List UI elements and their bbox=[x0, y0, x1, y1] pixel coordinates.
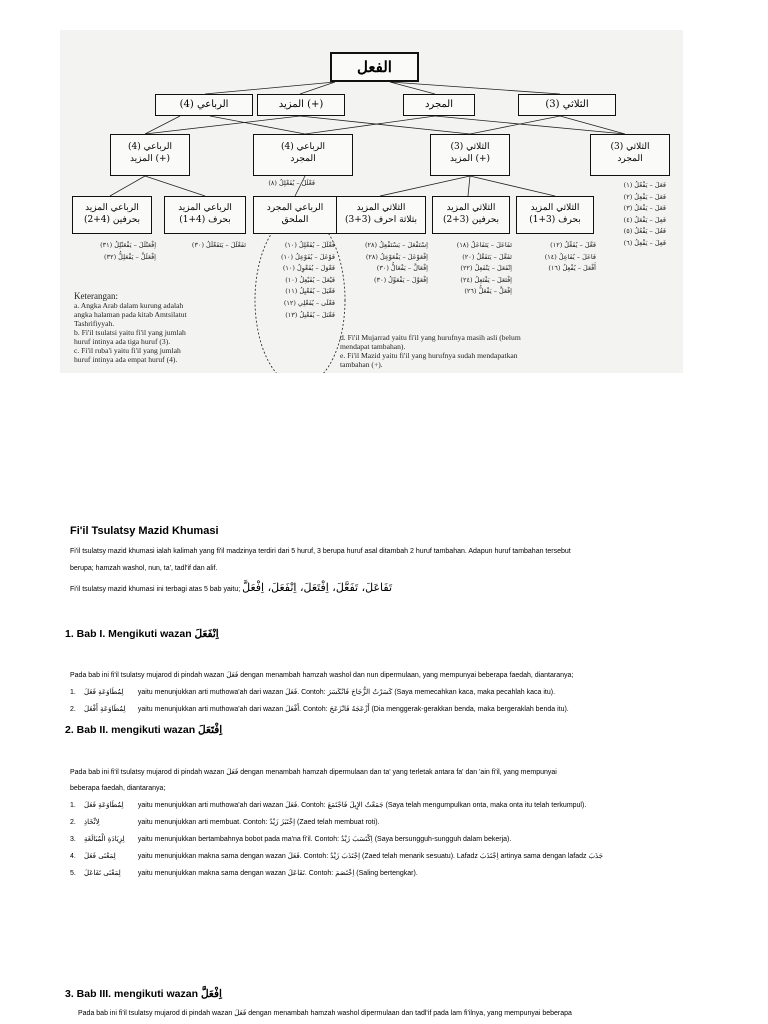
intro-text: Fi'il tsulatsy mazid khumasi ini terbagi atas 5 bab yaitu; bbox=[70, 586, 241, 593]
item-contoh: . Contoh: bbox=[299, 853, 329, 860]
level3-label-top: الثلاثي المزيد bbox=[446, 203, 496, 213]
level3-box-4-2 bbox=[72, 196, 152, 234]
bab1-desc-b: dengan menambah hamzah washol dan nun dipermulaan, yang mempunyai beberapa faedah, diantaranya; bbox=[240, 672, 574, 679]
item-example: كَسَرْتُ الزُّجَاجَ فَانْكَسَرَ bbox=[327, 688, 393, 696]
level3-box-4-1 bbox=[164, 196, 246, 234]
item-faedah: لِمُطَاوَعَةِ فَعَلَ bbox=[83, 688, 124, 696]
bab2-item bbox=[70, 817, 379, 828]
level3-box-3-3 bbox=[336, 196, 426, 234]
item-translation: (Saya bersungguh-sungguh dalam bekerja). bbox=[374, 836, 512, 843]
item-contoh: . Contoh: bbox=[297, 802, 326, 809]
bab3-wazan: اِفْعَلَّ bbox=[200, 988, 222, 1000]
level3-box-mulhaq bbox=[253, 196, 337, 234]
bab1-item bbox=[70, 704, 569, 715]
bab1-desc bbox=[70, 670, 573, 681]
item-text: yaitu menunjukkan arti membuat. Contoh: bbox=[137, 819, 268, 826]
level1-label: الرباعي (4) bbox=[179, 99, 229, 110]
level1-label: المجرد bbox=[424, 99, 454, 110]
item-contoh: . Contoh: bbox=[297, 689, 326, 696]
note-line: Keterangan: bbox=[74, 291, 118, 301]
item-faedah: لِاتِّخَاذِ bbox=[83, 818, 100, 826]
intro-line-1: Fi'il tsulatsy mazid khumasi ialah kalimah yang fi'il madzinya terdiri dari 5 huruf, 3 berupa huruf asal ditambah 2 huruf tambahan. Adapun huruf tambahan tersebut bbox=[70, 548, 571, 555]
item-text: yaitu menunjukkan makna sama dengan wazan bbox=[137, 870, 286, 877]
bab2-item bbox=[70, 868, 418, 879]
level3-label-top: الرباعي المجرد bbox=[266, 203, 324, 213]
level3-label-bottom: بحرف (3+1) bbox=[529, 215, 581, 225]
level1-box-mazid bbox=[257, 94, 345, 116]
item-example: أَزْعَجَهُ فَانْزَعَجَ bbox=[329, 705, 370, 713]
root-label: الفعل bbox=[357, 58, 392, 76]
item-number: 2. bbox=[70, 706, 76, 713]
bab2-heading bbox=[65, 724, 222, 736]
bab1-heading bbox=[65, 628, 219, 640]
level3-box-3-2 bbox=[432, 196, 510, 234]
level2-label-bottom: المزيد (+) bbox=[129, 154, 171, 164]
item-wazan: فَعَلَ bbox=[287, 852, 300, 860]
ruba-mujarrad-wazan: فَعْلَلَ – يُفَعْلِلُ (٨) bbox=[268, 179, 315, 187]
level2-label-top: الرباعي (4) bbox=[128, 142, 172, 152]
level3-label-top: الرباعي المزيد bbox=[178, 203, 232, 213]
item-number: 1. bbox=[70, 802, 76, 809]
note-line: b. Fi'il tsulatsi yaitu fi'il yang jumlah bbox=[74, 328, 186, 337]
level3-box-3-1 bbox=[516, 196, 594, 234]
note-line: d. Fi'il Mujarrad yaitu fi'il yang hurufnya masih asli (belum bbox=[340, 333, 521, 342]
level3-label-top: الرباعي المزيد bbox=[85, 203, 139, 213]
note-line: e. Fi'il Mazid yaitu fi'il yang hurufnya sudah mendapatkan bbox=[340, 351, 518, 360]
level3-label-top: الثلاثي المزيد bbox=[356, 203, 406, 213]
bab1-desc-a: Pada bab ini fi'il tsulatsy mujarod di pindah wazan bbox=[70, 672, 225, 679]
level2-label-bottom: المجرد bbox=[617, 154, 643, 164]
level3-label-bottom: الملحق bbox=[281, 215, 309, 225]
item-translation: (Saya memecahkan kaca, maka pecahlah kaca itu). bbox=[394, 689, 556, 696]
item-number: 5. bbox=[70, 870, 76, 877]
bab2-item bbox=[70, 834, 511, 845]
notes-right bbox=[340, 333, 521, 369]
bab2-item bbox=[70, 800, 586, 811]
bab2-desc-b: dengan menambah hamzah dipermulaan dan ta' yang terletak antara fa' dan 'ain fi'il, yang mempunyai bbox=[240, 769, 557, 776]
intro-line-2: berupa; hamzah washol, nun, ta', tadl'if dan alif. bbox=[70, 565, 218, 572]
level2-box-tsulatsi-mazid bbox=[430, 134, 510, 176]
bab2-title: 2. Bab II. mengikuti wazan bbox=[65, 724, 196, 736]
level2-box-tsulatsi-mujarrad bbox=[590, 134, 670, 176]
bab2-wazan: اِفْتَعَلَ bbox=[198, 724, 223, 736]
item-text: yaitu menunjukkan makna sama dengan wazan bbox=[137, 853, 286, 860]
level2-label-top: الثلاثي (3) bbox=[610, 142, 650, 152]
bab2-desc-wazan: فَعَلَ bbox=[226, 768, 239, 776]
note-line: huruf intinya ada tiga huruf (3). bbox=[74, 337, 171, 346]
bab2-desc-cont: beberapa faedah, diantaranya; bbox=[70, 785, 166, 792]
item-translation: (Saya telah mengumpulkan onta, maka onta itu telah terkumpul). bbox=[385, 802, 587, 809]
level2-label-bottom: المجرد bbox=[290, 154, 316, 164]
item-faedah: لِزِيَادَةِ الْمُبَالَغَةِ bbox=[83, 835, 125, 843]
level2-label-top: الثلاثي (3) bbox=[450, 142, 490, 152]
item-contoh: . Contoh: bbox=[304, 870, 334, 877]
note-line: huruf intinya ada empat huruf (4). bbox=[74, 355, 178, 364]
level3-label-bottom: بحرف (4+1) bbox=[179, 215, 231, 225]
wazan-list-3-2: تَفَاعَلَ – يَتَفَاعَلُ (١٨) تَفَعَّلَ – يَتَفَعَّلُ (٢٠) اِنْفَعَلَ – يَنْفَعِلُ (٢٢) اِفْتَعَلَ – يَفْتَعِلُ (٢٤) اِفْعَلَّ – يَفْعَلُّ (٢٦) bbox=[456, 241, 512, 296]
note-line: mendapat tambahan). bbox=[340, 342, 406, 351]
item-example: اِخْتَصَمَ bbox=[335, 869, 355, 877]
wazan-list-3-mujarrad: فَعَلَ – يَفْعُلُ (١) فَعَلَ – يَفْعِلُ (٢) فَعَلَ – يَفْعَلُ (٣) فَعِلَ – يَفْعَلُ (٤) فَعُلَ – يَفْعُلُ (٥) فَعِلَ – يَفْعِلُ (٦) bbox=[623, 181, 666, 247]
item-wazan: تَفَاعَلَ bbox=[287, 869, 305, 877]
level2-box-ruba-mujarrad bbox=[253, 134, 353, 176]
item-example: اِكْتَسَبَ زَيْدٌ bbox=[341, 835, 373, 843]
item-wazan: فَعَلَ bbox=[285, 801, 298, 809]
bab1-title: 1. Bab I. Mengikuti wazan bbox=[65, 628, 192, 640]
item-number: 1. bbox=[70, 689, 76, 696]
wazan-list-mulhaq: فَعْلَلَ – يُفَعْلِلُ (١٠) فَوْعَلَ – يُفَوْعِلُ (١٠) فَعْوَلَ – يُفَعْوِلُ (١٠) فَيْعَلَ – يُفَيْعِلُ (١٠) فَعْيَلَ – يُفَعْيِلُ (١١) فَعْلَى – يُفَعْلِي (١٢) فَعْنَلَ – يُفَعْنِلُ (١٣) bbox=[280, 241, 335, 319]
bab1-wazan: اِنْفَعَلَ bbox=[194, 628, 219, 640]
bab3-desc-b: dengan menambah hamzah washol dipermulaan dan tadl'if pada lam fi'ilnya, yang mempunyai beberapa bbox=[248, 1010, 572, 1017]
bab3-title: 3. Bab III. mengikuti wazan bbox=[65, 988, 199, 1000]
item-faedah: لِمَعْنَى تَفَاعَلَ bbox=[83, 869, 121, 877]
level1-label: الثلاثي (3) bbox=[545, 99, 589, 110]
level3-label-bottom: بحرفين (3+2) bbox=[442, 215, 500, 225]
item-example: جَمَعْتُ الإِبِلَ فَاجْتَمَعَ bbox=[327, 801, 384, 809]
bab3-heading bbox=[65, 988, 222, 1000]
wazan-list-3-1: فَعَّلَ – يُفَعِّلُ (١٢) فَاعَلَ – يُفَاعِلُ (١٤) أَفْعَلَ – يُفْعِلُ (١٦) bbox=[544, 241, 596, 273]
wazan-list-4-1: تَفَعْلَلَ – يَتَفَعْلَلُ (٣٠) bbox=[191, 241, 246, 249]
item-translation: (Saling bertengkar). bbox=[356, 870, 418, 877]
item-translation: (Dia menggerak-gerakkan benda, maka bergeraklah benda itu). bbox=[371, 706, 569, 713]
level1-box-mujarrad bbox=[403, 94, 475, 116]
item-faedah: لِمُطَاوَعَةِ فَعَلَ bbox=[83, 801, 124, 809]
level2-label-top: الرباعي (4) bbox=[281, 142, 325, 152]
item-number: 4. bbox=[70, 853, 76, 860]
item-translation: (Zaed telah membuat roti). bbox=[296, 819, 380, 826]
bab3-desc bbox=[78, 1008, 572, 1019]
root-box bbox=[330, 52, 419, 82]
bab3-desc-wazan: فَعَلَ bbox=[234, 1009, 247, 1017]
bab3-desc-a: Pada bab ini fi'il tsulatsy mujarod di pindah wazan bbox=[78, 1010, 233, 1017]
note-line: tambahan (+). bbox=[340, 360, 383, 369]
item-faedah: لِمُطَاوَعَةِ أَفْعَلَ bbox=[83, 705, 126, 713]
bab1-item bbox=[70, 687, 555, 698]
item-example: اِخْتَبَزَ زَيْدٌ bbox=[269, 818, 296, 826]
note-line: Tashrifiyyah. bbox=[74, 319, 115, 328]
level1-box-tsulatsi bbox=[518, 94, 616, 116]
item-text: yaitu menunjukkan arti muthowa'ah dari wazan bbox=[137, 706, 284, 713]
wazan-list-3-3: اِسْتَفْعَلَ – يَسْتَفْعِلُ (٢٨) اِفْعَوْعَلَ – يَفْعَوْعِلُ (٢٨) اِفْعَالَّ – يَفْعَالُّ (٣٠) اِفْعَوَّلَ – يَفْعَوِّلُ (٣٠) bbox=[365, 241, 428, 284]
item-contoh: . Contoh: bbox=[299, 706, 328, 713]
intro-line-3 bbox=[70, 583, 392, 595]
level2-label-bottom: المزيد (+) bbox=[449, 154, 491, 164]
level3-label-bottom: بثلاثة احرف (3+3) bbox=[344, 215, 418, 225]
item-faedah: لِمَعْنَى فَعَلَ bbox=[83, 852, 116, 860]
item-text: yaitu menunjukkan bertambahnya bobot pada ma'na fi'il. Contoh: bbox=[137, 836, 340, 843]
bab2-desc-a: Pada bab ini fi'il tsulatsy mujarod di pindah wazan bbox=[70, 769, 225, 776]
intro-wazan-list: تَفَاعَلَ، تَفَعَّلَ، اِفْتَعَلَ، اِنْفَعَلَ، اِفْعَلَّ bbox=[242, 581, 393, 594]
level1-label: المزيد (+) bbox=[278, 99, 324, 110]
level3-label-bottom: بحرفين (4+2) bbox=[83, 215, 141, 225]
bab1-desc-wazan: فَعَلَ bbox=[226, 671, 239, 679]
item-text: yaitu menunjukkan arti muthowa'ah dari wazan bbox=[137, 802, 284, 809]
item-number: 2. bbox=[70, 819, 76, 826]
doc-title: Fi'il Tsulatsy Mazid Khumasi bbox=[70, 525, 219, 537]
note-line: angka halaman pada kitab Amtsilatut bbox=[74, 310, 187, 319]
notes-left bbox=[74, 292, 187, 364]
bab2-desc bbox=[70, 767, 557, 778]
note-line: c. Fi'il ruba'i yaitu fi'il yang jumlah bbox=[74, 346, 181, 355]
bab2-item bbox=[70, 851, 603, 862]
item-number: 3. bbox=[70, 836, 76, 843]
item-wazan: فَعَلَ bbox=[285, 688, 298, 696]
item-translation: (Zaed telah menarik sesuatu). Lafadz اِجْتَذَبَ artinya sama dengan lafadz جَذَبَ bbox=[361, 853, 604, 860]
wazan-list-4-2: اِفْعَنْلَلَ – يَفْعَنْلِلُ (٣١) اِفْعَلَلَّ – يَفْعَلِلُّ (٣٢) bbox=[100, 241, 156, 261]
verb-classification-diagram bbox=[60, 30, 683, 373]
item-text: yaitu menunjukkan arti muthowa'ah dari wazan bbox=[137, 689, 284, 696]
level1-box-ruba bbox=[155, 94, 253, 116]
level2-box-ruba-mazid bbox=[110, 134, 190, 176]
level3-label-top: الثلاثي المزيد bbox=[530, 203, 580, 213]
item-example: اِجْتَذَبَ زَيْدٌ bbox=[330, 852, 361, 860]
note-line: a. Angka Arab dalam kurung adalah bbox=[74, 301, 184, 310]
item-wazan: أَفْعَلَ bbox=[285, 705, 300, 713]
